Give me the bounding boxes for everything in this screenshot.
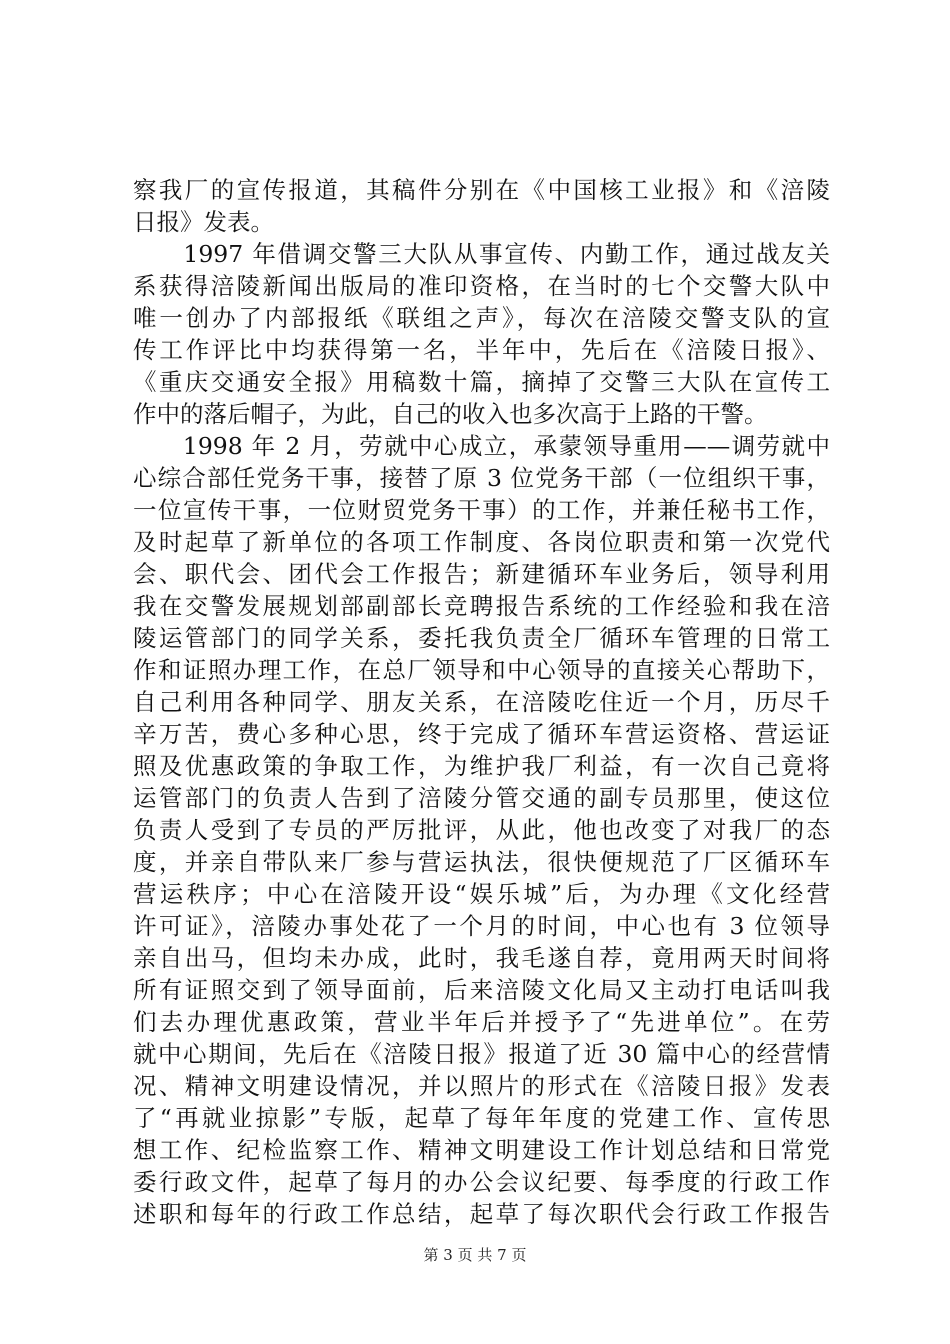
text-line: 传工作评比中均获得第一名，半年中，先后在《涪陵日报》、 [133,336,830,364]
text-line: 《重庆交通安全报》用稿数十篇，摘掉了交警三大队在宣传工 [133,368,830,396]
text-line: 所有证照交到了领导面前，后来涪陵文化局又主动打电话叫我 [133,976,830,1004]
text-line: 照及优惠政策的争取工作，为维护我厂利益，有一次自己竟将 [133,752,830,780]
text-line: 系获得涪陵新闻出版局的准印资格，在当时的七个交警大队中 [133,272,830,300]
text-line: 就中心期间，先后在《涪陵日报》报道了近 30 篇中心的经营情 [133,1040,830,1068]
text-line: 及时起草了新单位的各项工作制度、各岗位职责和第一次党代 [133,528,830,556]
text-line: 了“再就业掠影”专版，起草了每年年度的党建工作、宣传思 [133,1104,830,1132]
text-line: 陵运管部门的同学关系，委托我负责全厂循环车管理的日常工 [133,624,830,652]
text-line: 度，并亲自带队来厂参与营运执法，很快便规范了厂区循环车 [133,848,830,876]
text-line: 自己利用各种同学、朋友关系，在涪陵吃住近一个月，历尽千 [133,688,830,716]
text-line: 亲自出马，但均未办成，此时，我毛遂自荐，竟用两天时间将 [133,944,830,972]
text-line: 委行政文件，起草了每月的办公会议纪要、每季度的行政工作 [133,1168,830,1196]
text-line: 负责人受到了专员的严厉批评，从此，他也改变了对我厂的态 [133,816,830,844]
text-line: 1998 年 2 月，劳就中心成立，承蒙领导重用——调劳就中 [133,432,830,460]
text-line: 们去办理优惠政策，营业半年后并授予了“先进单位”。在劳 [133,1008,830,1036]
text-line: 运管部门的负责人告到了涪陵分管交通的副专员那里，使这位 [133,784,830,812]
text-line: 许可证》，涪陵办事处花了一个月的时间，中心也有 3 位领导 [133,912,830,940]
text-line: 察我厂的宣传报道，其稿件分别在《中国核工业报》和《涪陵 [133,176,830,204]
text-line: 辛万苦，费心多种心思，终于完成了循环车营运资格、营运证 [133,720,830,748]
text-line: 我在交警发展规划部副部长竞聘报告系统的工作经验和我在涪 [133,592,830,620]
text-line: 想工作、纪检监察工作、精神文明建设工作计划总结和日常党 [133,1136,830,1164]
text-line: 作中的落后帽子，为此，自己的收入也多次高于上路的干警。 [133,400,768,428]
text-line: 心综合部任党务干事，接替了原 3 位党务干部（一位组织干事， [133,464,830,492]
text-line: 况、精神文明建设情况，并以照片的形式在《涪陵日报》发表 [133,1072,830,1100]
body-text [133,174,830,1230]
page-footer: 第 3 页 共 7 页 [423,1246,527,1264]
text-line: 唯一创办了内部报纸《联组之声》，每次在涪陵交警支队的宣 [133,304,830,332]
text-line: 会、职代会、团代会工作报告；新建循环车业务后，领导利用 [133,560,830,588]
text-line: 一位宣传干事，一位财贸党务干事）的工作，并兼任秘书工作， [133,496,830,524]
text-line: 述职和每年的行政工作总结，起草了每次职代会行政工作报告 [133,1200,830,1228]
text-line: 日报》发表。 [133,208,274,236]
text-line: 作和证照办理工作，在总厂领导和中心领导的直接关心帮助下， [133,656,830,684]
text-line: 营运秩序；中心在涪陵开设“娱乐城”后，为办理《文化经营 [133,880,830,908]
text-line: 1997 年借调交警三大队从事宣传、内勤工作，通过战友关 [133,240,830,268]
